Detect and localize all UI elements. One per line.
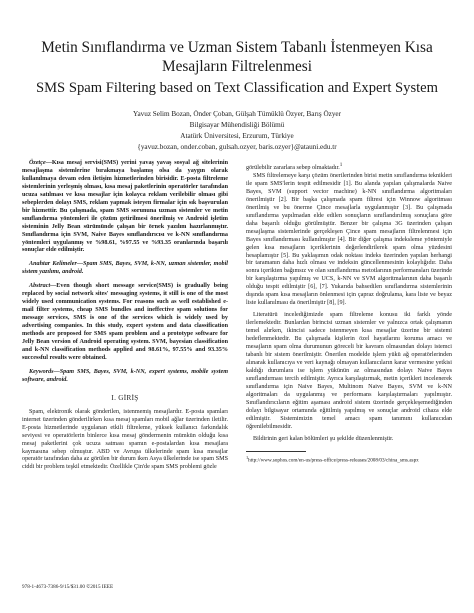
anahtar-text: —Spam SMS, Bayes, SVM, k-NN, uzman sistemler, mobil sistem yazılımı, android. — [22, 261, 228, 276]
author-names: Yavuz Selim Bozan, Önder Çoban, Gülşah Tümüklü Özyer, Barış Özyer — [132, 110, 342, 118]
ozetce-text: —Kısa mesaj servisi(SMS) yerini yavaş yavaş sosyal ağ sitelerinin mesajlaşma sistemlerine bırakmaya başlamış olsa da yaygın olarak kullanılmaya devam eden iletişim hizmetlerinden birisidir. E-posta filtreleme sistemlerinin yerleşmiş olması, kısa mesaj paketlerinin operatörler tarafından ucuza satılması ve kısa mesajlar için kolayca reklam verilebilir olması gibi sebeplerden dolayı SMS, reklam yapmak isteyen firmalar için sık başvurulan bir hizmettir. Bu çalışmada, spam SMS sorununa uzman sistemler ve metin sınıflandırma yöntemleri ile çözüm getirilmesi önerilmiş ve Android işletim sisteminin Jelly Bean sürümünde çalışan bir örnek yazılım hazırlanmıştır. Sınıflandırma için SVM, Naive Bayes sınıflandırıcısı ve k-NN sınıflandırma yöntemleri uygulanmış ve %98.61, %97.55 ve %93.35 oranlarında başarılı sonuçlar elde edilmiştir. — [22, 160, 228, 254]
body-paragraph-related-work: SMS filtrelemeye karşı çözüm önerilerinden birisi metin sınıflandırma teknikleri ile spam SMS'lerin tespit edilmesidir [1]. Bu alanda yapılan çalışmalarda Naive Bayes, SVM (support vector machine) k-NN sınıflandırma algoritmaları önerilmiştir [2]. Bir başka çalışmada spam filtresi için Winnow algoritması önerilmiş ve bu önerme Çince mesajlarla uygulanmıştır [3]. Bu çalışmada sınıflandırma yapılmadan elde edilen sonuçların sınıflandırılmış sonuçlara göre daha başarılı olduğu görülmüştür. Benzer bir çalışma 3G üzerinden çalışan mesajlaşma sistemlerinde gerçekleşen Çince spam mesajların filtrelenmesi için Bayes sınıflandırması kullanılmıştır [4]. Bir diğer çalışma indeksleme yöntemiyle gelen kısa mesajların içeriklerinin değerlendirilerek spam olma yüzdesini hesaplamıştır [5]. Bu yaklaşımın odak noktası indeks üzerinden yapılan herhangi bir taramanın daha hızlı olması ve indeksin güncellenmesinin kolaylığıdır. Daha sonra içerikten bağımsız ve olan sınıflandırma metotlarının performansları üzerinde bir karşılaştırma yapılmış ve UCS, k-NN ve SVM algoritmalarının daha başarılı olduğu tespit edilmiştir [6], [7]. Yukarıda bahsedilen sınıflandırma sistemlerinin dışında spam kısa mesajların önlenmesi için çapraz doğrulama, kara liste ve beyaz liste kullanılması da önerilmiştir [8], [9]. — [246, 173, 452, 307]
footnote-divider — [246, 451, 306, 452]
ozetce-paragraph — [22, 160, 228, 255]
author-emails: {yavuz.bozan, onder.coban, gulsah.ozyer, baris.ozyer}@atauni.edu.tr — [137, 143, 337, 151]
paper-title-english: SMS Spam Filtering based on Text Classification and Expert System — [35, 80, 439, 96]
anahtar-paragraph — [22, 261, 228, 277]
copyright-footer: 978-1-4673-7386-9/15/$31.00 ©2015 IEEE — [22, 584, 114, 590]
abstract-label: Abstract — [29, 283, 51, 290]
paper-title-turkish: Metin Sınıflandırma ve Uzman Sistem Tabanlı İstenmeyen Kısa Mesajların Filtrelenmesi — [41, 39, 433, 75]
right-column — [246, 162, 452, 465]
author-university: Atatürk Üniversitesi, Erzurum, Türkiye — [180, 132, 294, 140]
continuation-text: görülebilir zararlara sebep olmaktadır. — [246, 165, 340, 172]
body-paragraph-outline: Bildirinin geri kalan bölümleri şu şekilde düzenlenmiştir. — [253, 435, 394, 442]
continuation-paragraph — [246, 162, 452, 173]
author-block — [22, 109, 452, 153]
keywords-text: —Spam SMS, Bayes, SVM, k-NN, expert systems, mobile system software, android. — [22, 368, 228, 383]
keywords-paragraph — [22, 369, 228, 385]
anahtar-label: Anahtar Kelimeler — [29, 261, 77, 268]
footnote-ref: 1 — [339, 162, 343, 168]
keywords-label: Keywords — [29, 368, 54, 375]
abstract-text: —Even though short message service(SMS) is gradually being replaced by social network sites' messaging systems, it still is one of the most widely used communication systems. For reasons such as well established e-mail filter systems, cheap SMS bundles and ineffective spam solutions for message services, SMS is one of the services which is widely used by advertising companies. In this study, expert system and data classification methods are proposed for SMS spam problem and a prototype software for Jelly Bean version of Android operating system. SVM, bayesian classification and k-NN classification methods applied and 98.61%, 97.55% and 93.35% successful results were obtained. — [22, 283, 228, 361]
section-heading-giris: I. GİRİŞ — [111, 393, 139, 402]
author-department: Bilgisayar Mühendisliği Bölümü — [189, 121, 285, 129]
abstract-paragraph — [22, 283, 228, 363]
footnote — [246, 455, 452, 464]
footnote-url: http://www.sophos.com/en-us/press-office/press-releases/2008/03/china_sms.aspx — [248, 458, 419, 465]
body-paragraph-proposed-model: Literatürü incelediğimizde spam filtreleme konusu iki farklı yönde ilerlemektedir. Bunlardan birincisi uzman sistemler ve yalnızca ortak çalışmanın temel alırken, ikincisi sadece istenmeyen kısa mesajlar üzerine bir sistemi hedeflenmektedir. Bu çalışmada kişilerin özel hayatlarını koruma amacı ve mesajların spam olma durumunun göreceli bir kavram olmasından dolayı istemci tabanlı bir sistem önerilmiştir. Önerilen modelde işlem yükü ağ operatörlerinden alınarak kullanıcıya ve veri kaynağı olmayan kullanıcıların karar vermesine yetkisi kaldığı durumlara ise işlem yükünün az olmasından dolayı Naive Bayes sınıflandırması tercih edilmiştir. Ayrıca karşılaştırmak, metin içerikleri incelenerek sınıflandırma için Naive Bayes, Multinom Naive Bayes, SVM ve k-NN algoritmaları da uygulanmış ve performans karşılaştırmaları yapılmıştır. Sınıflandırıcıların eğitim aşaması android sistem üzerinde gerçekleşemediğinden dolayı bilgisayar ortamında eğitilmiş yapılmış ve sonuçlar android cihaza elde edilmiştir. Sistemimizin temel amacı spam tanımını kullanıcıdan öğrenilebilmesidir. — [246, 312, 452, 430]
left-column — [22, 160, 228, 472]
intro-paragraph: Spam, elektronik olarak gönderilen, istenmemiş mesajlardır. E-posta spamları internet üzerinden gönderilirken kısa mesaj spamları mobil ağlar üzerinden iletilir. E-posta hizmetlerinde uygulanan etkili filtreleme, yüksek kullanıcı farkındalık seviyesi ve operatörlerin binlerce kısa mesaj göndermenin mümkün olduğu kısa mesaj paketlerini çok ucuza satması spamın e-postalardan kısa mesajlara kaymasına sebep olmuştur. ABD ve Avrupa ülkelerinde spam kısa mesajlar operatör tarafından daha az görülen bir durum iken Asya ülkelerinde ise spam SMS ciddi bir problem teşkil etmektedir. Özellikle Çin'de spam SMS problemi gözle — [22, 408, 228, 471]
footnote-mark: 1 — [246, 455, 249, 461]
ozetce-label: Özetçe — [29, 160, 46, 166]
